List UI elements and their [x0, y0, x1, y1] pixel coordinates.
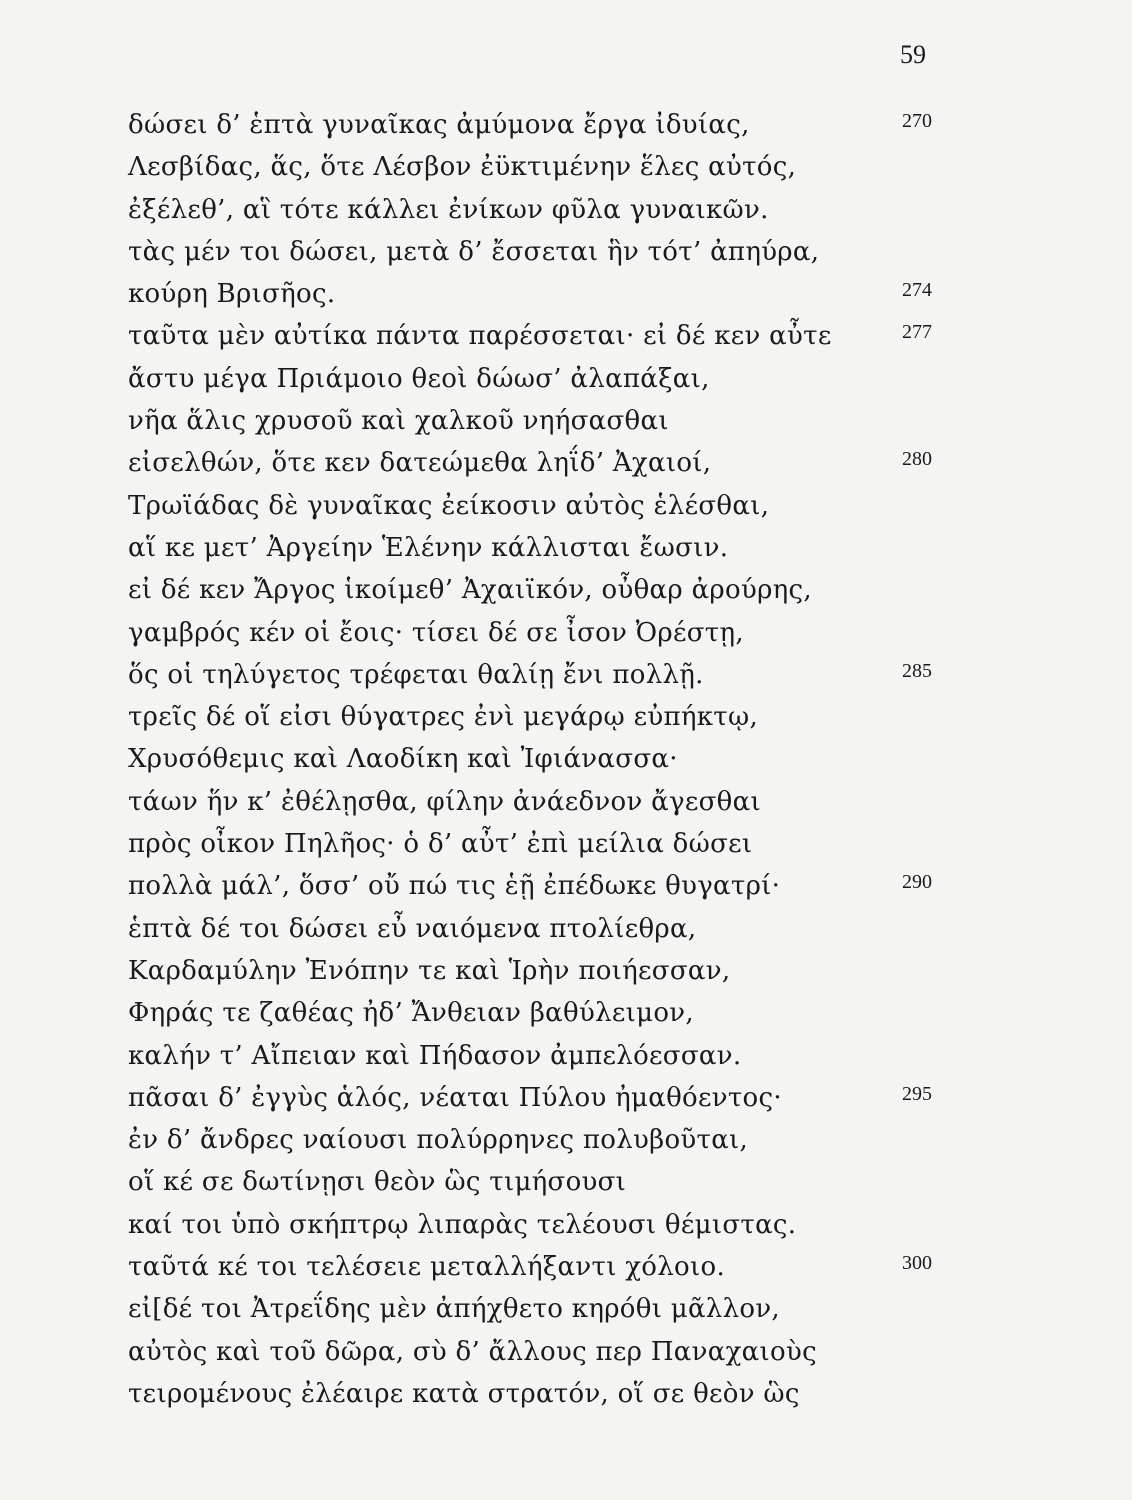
verse-text: αἵ κε μετ’ Ἀργείην Ἑλένην κάλλισται ἔωσιν. — [128, 532, 729, 563]
line-number: 280 — [902, 448, 932, 471]
line-number: 277 — [902, 321, 932, 344]
verse-text: Χρυσόθεμις καὶ Λαοδίκη καὶ Ἰφιάνασσα· — [128, 744, 678, 775]
verse-text: τρεῖς δέ οἵ εἰσι θύγατρες ἐνὶ μεγάρῳ εὐπήκτῳ, — [128, 702, 759, 733]
verse-text: πρὸς οἶκον Πηλῆος· ὁ δ’ αὖτ’ ἐπὶ μείλια δώσει — [128, 829, 753, 860]
verse-line — [128, 1077, 968, 1119]
verse-line — [128, 696, 968, 738]
verse-text: ἑπτὰ δέ τοι δώσει εὖ ναιόμενα πτολίεθρα, — [128, 913, 697, 944]
verse-line — [128, 992, 968, 1034]
verse-text: Φηράς τε ζαθέας ἠδ’ Ἄνθειαν βαθύλειμον, — [128, 998, 694, 1029]
line-number: 290 — [902, 871, 932, 894]
verse-line — [128, 527, 968, 569]
verse-line — [128, 231, 968, 273]
verse-text: ἐν δ’ ἄνδρες ναίουσι πολύρρηνες πολυβοῦται, — [128, 1125, 749, 1156]
verse-text: εἰ δέ κεν Ἄργος ἱκοίμεθ’ Ἀχαιϊκόν, οὖθαρ ἀρούρης, — [128, 575, 812, 606]
verse-line — [128, 400, 968, 442]
verse-text: κούρη Βρισῆος. — [128, 279, 336, 310]
verse-text: ἄστυ μέγα Πριάμοιο θεοὶ δώωσ’ ἀλαπάξαι, — [128, 363, 710, 394]
verse-line — [128, 569, 968, 611]
verse-line — [128, 146, 968, 188]
page-number: 59 — [900, 40, 926, 69]
verse-line — [128, 654, 968, 696]
verse-text: καλήν τ’ Αἴπειαν καὶ Πήδασον ἀμπελόεσσαν. — [128, 1040, 742, 1071]
verse-text: εἰσελθών, ὅτε κεν δατεώμεθα ληΐδ’ Ἀχαιοί, — [128, 448, 712, 479]
verse-line — [128, 950, 968, 992]
verse-line — [128, 485, 968, 527]
verse-line — [128, 1119, 968, 1161]
verse-line — [128, 1373, 968, 1415]
verse-text: τὰς μέν τοι δώσει, μετὰ δ’ ἔσσεται ἣν τότ’ ἀπηύρα, — [128, 236, 820, 267]
verse-line — [128, 104, 968, 146]
verse-text: οἵ κέ σε δωτίνῃσι θεὸν ὣς τιμήσουσι — [128, 1167, 627, 1198]
verse-line — [128, 1204, 968, 1246]
verse-text: αὐτὸς καὶ τοῦ δῶρα, σὺ δ’ ἄλλους περ Παναχαιοὺς — [128, 1336, 817, 1367]
verse-text: Λεσβίδας, ἅς, ὅτε Λέσβον ἐϋκτιμένην ἕλες αὐτός, — [128, 152, 797, 183]
verse-text: ταῦτα μὲν αὐτίκα πάντα παρέσσεται· εἰ δέ κεν αὖτε — [128, 321, 832, 352]
verse-line — [128, 189, 968, 231]
line-number: 270 — [902, 110, 932, 132]
verse-text: πολλὰ μάλ’, ὅσσ’ οὔ πώ τις ἑῇ ἐπέδωκε θυγατρί· — [128, 871, 781, 902]
verse-text: πᾶσαι δ’ ἐγγὺς ἁλός, νέαται Πύλου ἠμαθόεντος· — [128, 1082, 782, 1113]
verse-line — [128, 738, 968, 780]
verse-line — [128, 315, 968, 357]
verse-line — [128, 612, 968, 654]
verse-text: δώσει δ’ ἑπτὰ γυναῖκας ἀμύμονα ἔργα ἰδυίας, — [128, 110, 750, 140]
line-number: 285 — [902, 659, 932, 682]
verse-line — [128, 908, 968, 950]
verse-line — [128, 1288, 968, 1330]
verse-line — [128, 1331, 968, 1373]
verse-line — [128, 823, 968, 865]
verse-line — [128, 865, 968, 907]
verse-text: γαμβρός κέν οἱ ἔοις· τίσει δέ σε ἶσον Ὀρέστῃ, — [128, 617, 744, 648]
verse-block — [128, 104, 968, 1415]
verse-text: ὅς οἱ τηλύγετος τρέφεται θαλίῃ ἔνι πολλῇ. — [128, 659, 704, 690]
verse-text: ταῦτά κέ τοι τελέσειε μεταλλήξαντι χόλοιο. — [128, 1252, 726, 1283]
verse-line — [128, 1246, 968, 1288]
verse-text: εἰ[δέ τοι Ἀτρεΐδης μὲν ἀπήχθετο κηρόθι μᾶλλον, — [128, 1294, 780, 1325]
verse-text: Καρδαμύλην Ἐνόπην τε καὶ Ἱρὴν ποιήεσσαν, — [128, 955, 731, 986]
line-number: 295 — [902, 1082, 932, 1105]
verse-line — [128, 358, 968, 400]
line-number: 300 — [902, 1252, 932, 1275]
verse-text: καί τοι ὑπὸ σκήπτρῳ λιπαρὰς τελέουσι θέμιστας. — [128, 1209, 797, 1240]
verse-line — [128, 781, 968, 823]
verse-text: τάων ἥν κ’ ἐθέλῃσθα, φίλην ἀνάεδνον ἄγεσθαι — [128, 786, 761, 817]
verse-text: ἐξέλεθ’, αἳ τότε κάλλει ἐνίκων φῦλα γυναικῶν. — [128, 194, 769, 225]
verse-text: τειρομένους ἐλέαιρε κατὰ στρατόν, οἵ σε θεὸν ὣς — [128, 1378, 800, 1409]
line-number: 274 — [902, 279, 932, 302]
verse-text: νῆα ἅλις χρυσοῦ καὶ χαλκοῦ νηήσασθαι — [128, 406, 669, 437]
verse-line — [128, 1035, 968, 1077]
verse-line — [128, 1161, 968, 1203]
verse-text: Τρωϊάδας δὲ γυναῖκας ἐείκοσιν αὐτὸς ἑλέσθαι, — [128, 490, 770, 521]
verse-line — [128, 273, 968, 315]
verse-line — [128, 442, 968, 484]
